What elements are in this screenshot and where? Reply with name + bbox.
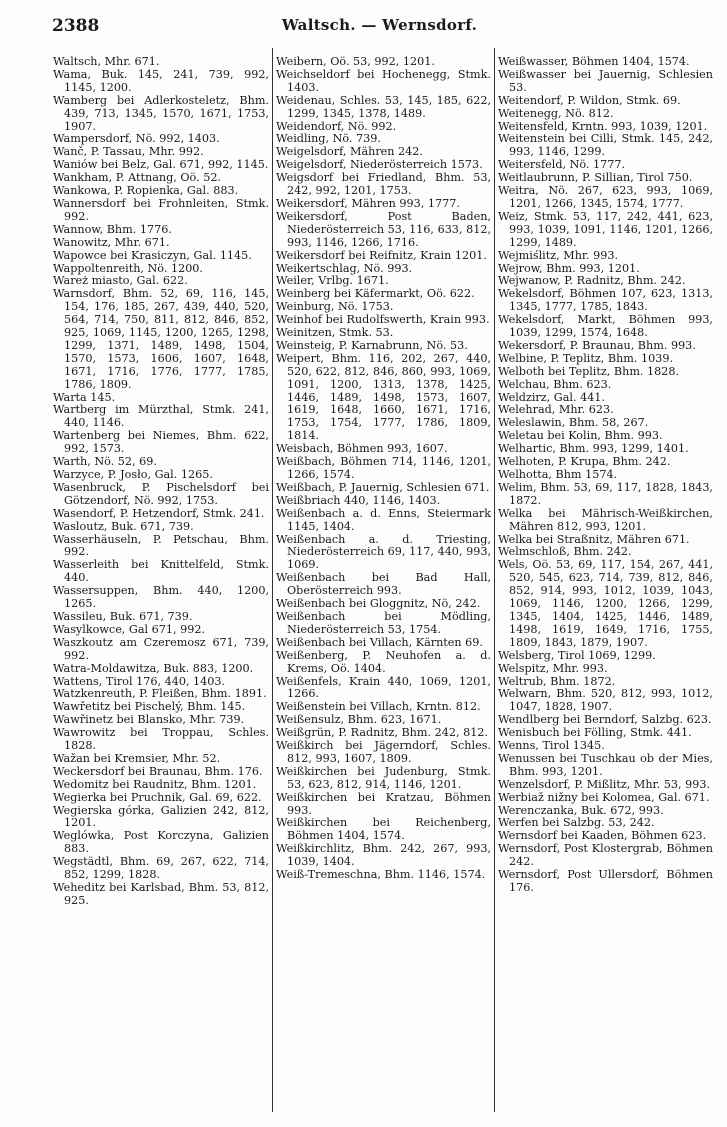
index-entry: Weitensfeld, Krntn. 993, 1039, 1201.	[498, 119, 708, 133]
index-entry: Waniów bei Belz, Gal. 671, 992, 1145.	[53, 158, 269, 172]
index-entry: Weidendorf, Nö. 992.	[276, 119, 397, 133]
running-title: Waltsch. — Wernsdorf.	[281, 16, 478, 34]
index-entry: Wekelsdorf, Markt, Böhmen 993, 1039, 1299, 1574, 1648.	[498, 313, 713, 340]
index-entry: Wernsdorf bei Kaaden, Böhmen 623.	[498, 829, 707, 843]
index-entry: Wassileu, Buk. 671, 739.	[53, 609, 193, 623]
index-entry: Wassersuppen, Bhm. 440, 1200, 1265.	[53, 584, 269, 611]
index-entry: Wenzelsdorf, P. Mißlitz, Mhr. 53, 993.	[498, 777, 711, 791]
index-entry: Weißenbach bei Villach, Kärnten 69.	[276, 635, 483, 649]
index-entry: Weltrub, Bhm. 1872.	[498, 674, 616, 688]
index-entry: Wasendorf, P. Hetzendorf, Stmk. 241.	[53, 506, 265, 520]
index-entry: Waltsch, Mhr. 671.	[53, 55, 160, 68]
index-entry: Wedomitz bei Raudnitz, Bhm. 1201.	[53, 777, 257, 791]
index-entry: Wegierka bei Pruchnik, Gal. 69, 622.	[53, 790, 262, 804]
column-right	[494, 48, 716, 1112]
index-entry: Weheditz bei Karlsbad, Bhm. 53, 812, 925.	[53, 881, 269, 907]
index-entry: Wekersdorf, P. Braunau, Bhm. 993.	[498, 338, 696, 352]
index-entry: Warth, Nö. 52, 69.	[53, 455, 157, 469]
index-entry: Wartberg im Mürzthal, Stmk. 241, 440, 1146.	[53, 403, 269, 430]
index-entry: Weißenfels, Krain 440, 1069, 1201, 1266.	[276, 674, 491, 701]
index-entry: Weißkirchlitz, Bhm. 242, 267, 993, 1039, 1404.	[276, 842, 491, 869]
entry-columns	[50, 48, 716, 1112]
index-entry: Welhoten, P. Krupa, Bhm. 242.	[498, 455, 671, 469]
index-entry: Wasserhäuseln, P. Petschau, Bhm. 992.	[53, 532, 269, 559]
index-entry: Wawrowitz bei Troppau, Schles. 1828.	[53, 726, 269, 753]
index-entry: Weißkirchen bei Reichenberg, Böhmen 1404, 1574.	[276, 816, 491, 843]
index-entry: Weißensulz, Bhm. 623, 1671.	[276, 713, 442, 727]
index-entry: Weinberg bei Käfermarkt, Oö. 622.	[276, 287, 475, 301]
index-entry: Wareż miasto, Gal. 622.	[53, 274, 188, 288]
index-entry: Weiler, Vrlbg. 1671.	[276, 274, 389, 288]
index-entry: Wejmiślitz, Mhr. 993.	[498, 248, 619, 262]
index-entry: Weißkirch bei Jägerndorf, Schles. 812, 993, 1607, 1809.	[276, 739, 491, 765]
index-entry: Weinhof bei Rudolfswerth, Krain 993.	[276, 313, 490, 327]
index-entry: Wanč, P. Tassau, Mhr. 992.	[53, 145, 204, 159]
column-middle	[272, 48, 494, 1112]
index-entry: Weißenbach a. d. Triesting, Niederösterreich 69, 117, 440, 993, 1069.	[276, 532, 491, 572]
index-entry: Wankowa, P. Ropienka, Gal. 883.	[53, 184, 239, 198]
index-entry: Weinburg, Nö. 1753.	[276, 300, 394, 314]
page-header	[52, 16, 707, 42]
index-entry: Wegstädtl, Bhm. 69, 267, 622, 714, 852, 1299, 1828.	[53, 855, 269, 882]
index-entry: Weigelsdorf, Mähren 242.	[276, 145, 423, 159]
index-entry: Weldzirz, Gal. 441.	[498, 390, 605, 404]
index-entry: Wenisbuch bei Fölling, Stmk. 441.	[498, 726, 692, 740]
index-entry: Weidenau, Schles. 53, 145, 185, 622, 1299, 1345, 1378, 1489.	[276, 93, 491, 120]
index-entry: Weckersdorf bei Braunau, Bhm. 176.	[53, 764, 263, 778]
index-entry: Wejwanow, P. Radnitz, Bhm. 242.	[498, 274, 686, 288]
index-entry: Weißbach, Böhmen 714, 1146, 1201, 1266, 1574.	[276, 455, 491, 481]
index-entry: Weitenegg, Nö. 812.	[498, 106, 614, 120]
index-entry: Weißwasser bei Jauernig, Schlesien 53.	[498, 67, 713, 94]
index-entry: Wenussen bei Tuschkau ob der Mies, Bhm. 993, 1201.	[498, 751, 713, 778]
index-entry: Wattens, Tirol 176, 440, 1403.	[53, 674, 226, 688]
index-entry: Weißenbach bei Bad Hall, Oberösterreich 993.	[276, 571, 491, 598]
index-entry: Weigsdorf bei Friedland, Bhm. 53, 242, 992, 1201, 1753.	[276, 171, 491, 198]
index-entry: Weitlaubrunn, P. Sillian, Tirol 750.	[498, 171, 693, 185]
index-entry: Wawřinetz bei Blansko, Mhr. 739.	[53, 713, 245, 727]
index-entry: Welspitz, Mhr. 993.	[498, 661, 608, 675]
index-entry: Weikersdorf bei Reifnitz, Krain 1201.	[276, 248, 487, 262]
index-entry: Waszkoutz am Czeremosz 671, 739, 992.	[53, 635, 269, 662]
index-entry: Warzyce, P. Josło, Gal. 1265.	[53, 468, 213, 481]
index-entry: Warta 145.	[53, 390, 116, 404]
index-entry: Weitra, Nö. 267, 623, 993, 1069, 1201, 1266, 1345, 1574, 1777.	[498, 184, 713, 210]
index-entry: Weibern, Oö. 53, 992, 1201.	[276, 55, 435, 68]
index-entry: Warnsdorf, Bhm. 52, 69, 116, 145, 154, 176, 185, 267, 439, 440, 520, 564, 714, 750, 811, 812, 846, 852, 925, 1069, 1145, 1200, 1265, 1298, 1299, 1371, 1489, 1498, 1504, 1570, 1573, 1606, 1607, 1648, 1671, 1716, 1776, 1777, 1785, 1786, 1809.	[53, 287, 269, 391]
index-entry: Weikersdorf, Post Baden, Niederösterreich 53, 116, 633, 812, 993, 1146, 1266, 1716.	[276, 209, 491, 249]
index-entry: Welhartic, Bhm. 993, 1299, 1401.	[498, 442, 689, 456]
index-entry: Wernsdorf, Post Ullersdorf, Böhmen 176.	[498, 868, 713, 894]
index-entry: Wamberg bei Adlerkosteletz, Bhm. 439, 713, 1345, 1570, 1671, 1753, 1907.	[53, 93, 269, 133]
page-number: 2388	[52, 16, 100, 36]
index-entry: Werenczanka, Buk. 672, 993.	[498, 803, 664, 817]
index-entry: Wejrow, Bhm. 993, 1201.	[498, 261, 640, 275]
index-entry: Weißenbach a. d. Enns, Steiermark 1145, 1404.	[276, 506, 491, 533]
index-entry: Weikersdorf, Mähren 993, 1777.	[276, 196, 460, 210]
index-entry: Wasenbruck, P. Pischelsdorf bei Götzendorf, Nö. 992, 1753.	[53, 480, 269, 507]
index-entry: Welmschloß, Bhm. 242.	[498, 545, 632, 559]
index-entry: Watzkenreuth, P. Fleißen, Bhm. 1891.	[53, 687, 267, 701]
index-entry: Weleslawin, Bhm. 58, 267.	[498, 416, 649, 430]
index-entry: Weiß-Tremeschna, Bhm. 1146, 1574.	[276, 868, 486, 882]
index-entry: Weletau bei Kolin, Bhm. 993.	[498, 429, 663, 443]
index-entry: Weinitzen, Stmk. 53.	[276, 326, 394, 340]
index-entry: Welka bei Mährisch-Weißkirchen, Mähren 812, 993, 1201.	[498, 506, 713, 533]
index-entry: Weigelsdorf, Niederösterreich 1573.	[276, 158, 483, 172]
index-entry: Wartenberg bei Niemes, Bhm. 622, 992, 1573.	[53, 429, 269, 456]
index-entry: Weipert, Bhm. 116, 202, 267, 440, 520, 622, 812, 846, 860, 993, 1069, 1091, 1200, 1313, 1378, 1425, 1446, 1489, 1498, 1573, 1607, 1619, 1648, 1660, 1671, 1716, 1753, 1754, 1777, 1786, 1809, 1814.	[276, 351, 491, 443]
index-entry: Weißenberg, P. Neuhofen a. d. Krems, Oö. 1404.	[276, 648, 491, 675]
index-entry: Weißkirchen bei Kratzau, Böhmen 993.	[276, 790, 491, 817]
index-entry: Wasylkowce, Gal 671, 992.	[53, 622, 206, 636]
index-entry: Welka bei Straßnitz, Mähren 671.	[498, 532, 690, 546]
index-entry: Welsberg, Tirol 1069, 1299.	[498, 648, 656, 662]
column-left	[50, 48, 272, 1112]
index-entry: Weißenbach bei Mödling, Niederösterreich 53, 1754.	[276, 609, 491, 636]
index-entry: Weikertschlag, Nö. 993.	[276, 261, 413, 275]
index-entry: Weidling, Nö. 739.	[276, 132, 381, 146]
index-entry: Weißgrün, P. Radnitz, Bhm. 242, 812.	[276, 726, 488, 740]
index-entry: Wawřetitz bei Pischelý, Bhm. 145.	[53, 700, 246, 714]
index-entry: Wenns, Tirol 1345.	[498, 739, 605, 753]
index-entry: Welboth bei Teplitz, Bhm. 1828.	[498, 364, 680, 378]
index-entry: Wekelsdorf, Böhmen 107, 623, 1313, 1345, 1777, 1785, 1843.	[498, 287, 713, 314]
index-entry: Wegierska górka, Galizien 242, 812, 1201.	[53, 803, 269, 830]
index-entry: Weißbriach 440, 1146, 1403.	[276, 493, 441, 507]
index-entry: Wampersdorf, Nö. 992, 1403.	[53, 132, 220, 146]
index-entry: Wažan bei Kremsier, Mhr. 52.	[53, 751, 221, 765]
index-entry: Weitersfeld, Nö. 1777.	[498, 158, 626, 172]
index-entry: Werfen bei Salzbg. 53, 242.	[498, 816, 655, 830]
index-entry: Weichseldorf bei Hochenegg, Stmk. 1403.	[276, 67, 491, 94]
index-entry: Wannow, Bhm. 1776.	[53, 222, 172, 236]
index-entry: Welhotta, Bhm 1574.	[498, 468, 618, 481]
index-entry: Weitenstein bei Cilli, Stmk. 145, 242, 993, 1146, 1299.	[498, 132, 713, 159]
index-entry: Weißenbach bei Gloggnitz, Nö, 242.	[276, 597, 481, 611]
index-entry: Welwarn, Bhm. 520, 812, 993, 1012, 1047, 1828, 1907.	[498, 687, 713, 714]
index-entry: Welim, Bhm. 53, 69, 117, 1828, 1843, 1872.	[498, 480, 713, 507]
index-entry: Wernsdorf, Post Klostergrab, Böhmen 242.	[498, 842, 713, 869]
index-entry: Wannersdorf bei Frohnleiten, Stmk. 992.	[53, 196, 269, 223]
index-entry: Wama, Buk. 145, 241, 739, 992, 1145, 1200.	[53, 67, 269, 94]
index-entry: Weißenstein bei Villach, Krntn. 812.	[276, 700, 481, 714]
index-entry: Weiz, Stmk. 53, 117, 242, 441, 623, 993, 1039, 1091, 1146, 1201, 1266, 1299, 1489.	[498, 209, 713, 249]
index-entry: Wasserleith bei Knittelfeld, Stmk. 440.	[53, 558, 269, 585]
index-entry: Wapowce bei Krasiczyn, Gal. 1145.	[53, 248, 252, 262]
index-entry: Weißwasser, Böhmen 1404, 1574.	[498, 55, 690, 68]
index-entry: Wels, Oö. 53, 69, 117, 154, 267, 441, 520, 545, 623, 714, 739, 812, 846, 852, 914, 993, 1012, 1039, 1043, 1069, 1146, 1200, 1266, 1299, 1345, 1404, 1425, 1446, 1489, 1498, 1619, 1649, 1716, 1755, 1809, 1843, 1879, 1907.	[498, 558, 713, 649]
index-entry: Weglówka, Post Korczyna, Galizien 883.	[53, 829, 269, 856]
index-entry: Weisbach, Böhmen 993, 1607.	[276, 442, 448, 456]
index-entry: Wanowitz, Mhr. 671.	[53, 235, 170, 249]
index-entry: Weißbach, P. Jauernig, Schlesien 671.	[276, 480, 490, 494]
index-entry: Welbine, P. Teplitz, Bhm. 1039.	[498, 351, 674, 365]
index-entry: Welehrad, Mhr. 623.	[498, 403, 614, 417]
index-entry: Weinsteig, P. Karnabrunn, Nö. 53.	[276, 338, 468, 352]
index-entry: Weitendorf, P. Wildon, Stmk. 69.	[498, 93, 681, 107]
index-entry: Wasloutz, Buk. 671, 739.	[53, 519, 194, 533]
index-entry: Wankham, P. Attnang, Oö. 52.	[53, 171, 221, 185]
index-entry: Welchau, Bhm. 623.	[498, 377, 612, 391]
index-entry: Werbiaž nižny bei Kolomea, Gal. 671.	[498, 790, 710, 804]
index-entry: Watra-Moldawitza, Buk. 883, 1200.	[53, 661, 254, 675]
index-entry: Wendlberg bei Berndorf, Salzbg. 623.	[498, 713, 712, 727]
index-entry: Weißkirchen bei Judenburg, Stmk. 53, 623, 812, 914, 1146, 1201.	[276, 764, 491, 791]
index-entry: Wappoltenreith, Nö. 1200.	[53, 261, 203, 275]
